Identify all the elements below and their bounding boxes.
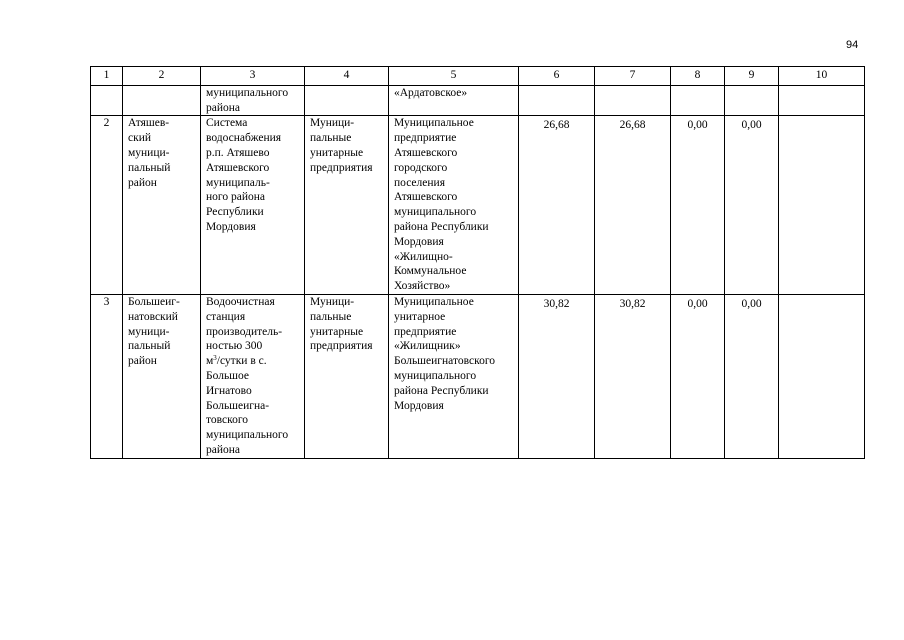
row-number-cell: 3 xyxy=(91,294,123,458)
header-row xyxy=(91,67,865,86)
row-number-cell: 2 xyxy=(91,116,123,295)
value-cell-6: 30,82 xyxy=(519,294,595,458)
value-cell-7: 30,82 xyxy=(595,294,671,458)
cell xyxy=(91,85,123,116)
object-name-cell: муниципального района xyxy=(201,85,305,116)
district-cell: Большеиг- натовский муници- пальный район xyxy=(123,294,201,458)
value-cell-10 xyxy=(779,116,865,295)
value-cell-7: 26,68 xyxy=(595,116,671,295)
column-header-10: 10 xyxy=(779,67,865,86)
object-name-cell: Система водоснабжения р.п. Атяшево Атяшевского муниципаль- ного района Республики Мордовия xyxy=(201,116,305,295)
table-row xyxy=(91,294,865,458)
column-header-9: 9 xyxy=(725,67,779,86)
column-header-7: 7 xyxy=(595,67,671,86)
column-header-8: 8 xyxy=(671,67,725,86)
column-header-5: 5 xyxy=(389,67,519,86)
cell xyxy=(779,85,865,116)
enterprise-type-cell: Муници- пальные унитарные предприятия xyxy=(305,116,389,295)
district-cell: Атяшев- ский муници- пальный район xyxy=(123,116,201,295)
continuation-row xyxy=(91,85,865,116)
column-header-6: 6 xyxy=(519,67,595,86)
object-name-cell: Водоочистная станция производитель- ностью 300 $м^3$/сутки в с. Большое Игнатово Большеигна- товского муниципального района xyxy=(201,294,305,458)
enterprise-type-cell: Муници- пальные унитарные предприятия xyxy=(305,294,389,458)
table-row xyxy=(91,116,865,295)
value-cell-9: 0,00 xyxy=(725,116,779,295)
data-table xyxy=(90,66,865,459)
operator-cell: «Ардатовское» xyxy=(389,85,519,116)
operator-cell: Муниципальное унитарное предприятие «Жилищник» Большеигнатовского муниципального района Республики Мордовия xyxy=(389,294,519,458)
page-number: 94 xyxy=(846,39,859,51)
value-cell-10 xyxy=(779,294,865,458)
cell xyxy=(519,85,595,116)
value-cell-8: 0,00 xyxy=(671,294,725,458)
cell xyxy=(305,85,389,116)
value-cell-8: 0,00 xyxy=(671,116,725,295)
cell xyxy=(595,85,671,116)
cell xyxy=(123,85,201,116)
cell xyxy=(671,85,725,116)
operator-cell: Муниципальное предприятие Атяшевского городского поселения Атяшевского муниципального района Республики Мордовия «Жилищно- Коммунальное Хозяйство» xyxy=(389,116,519,295)
column-header-4: 4 xyxy=(305,67,389,86)
column-header-1: 1 xyxy=(91,67,123,86)
column-header-2: 2 xyxy=(123,67,201,86)
capacity-unit-line: $м^3$/сутки в с. xyxy=(206,354,267,368)
value-cell-9: 0,00 xyxy=(725,294,779,458)
cell xyxy=(725,85,779,116)
value-cell-6: 26,68 xyxy=(519,116,595,295)
column-header-3: 3 xyxy=(201,67,305,86)
